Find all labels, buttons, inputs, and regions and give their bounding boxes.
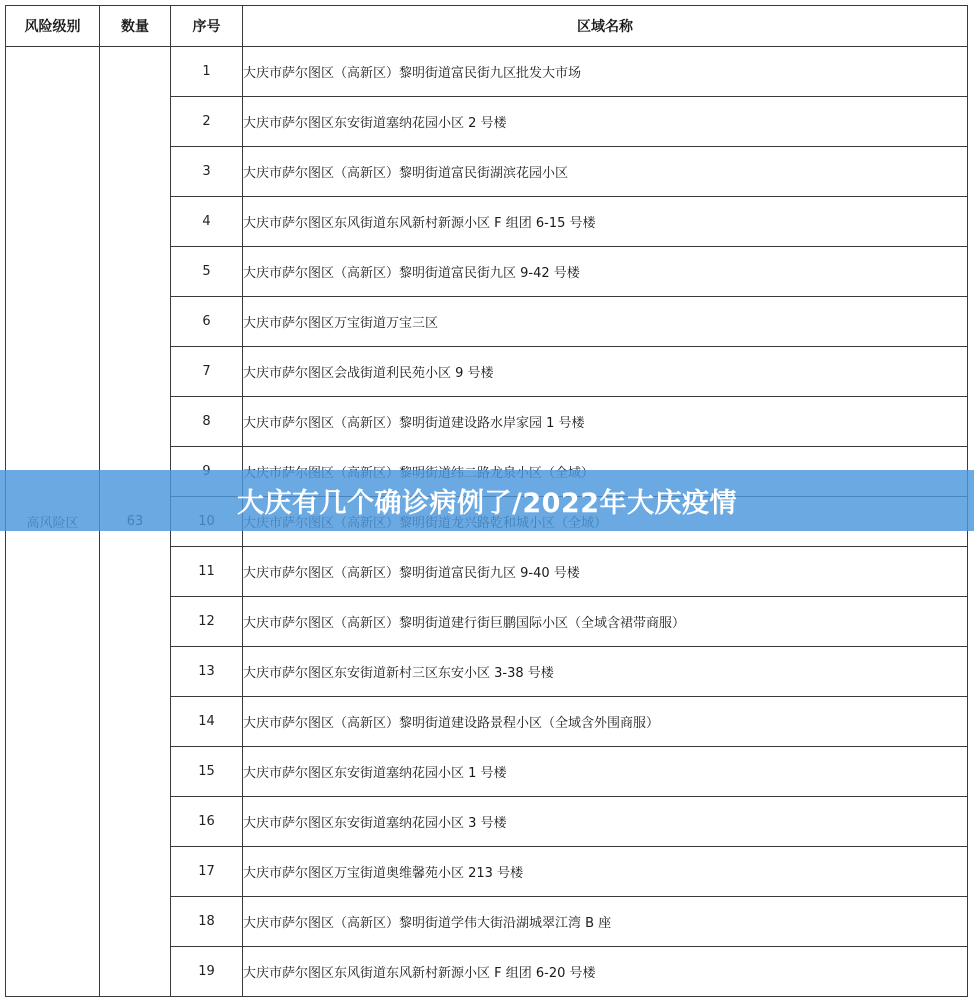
area-name-cell: 大庆市萨尔图区（高新区）黎明街道学伟大街沿湖城翠江湾 B 座 bbox=[243, 897, 968, 947]
seq-cell: 11 bbox=[171, 547, 243, 597]
header-count: 数量 bbox=[100, 6, 171, 47]
area-name-cell: 大庆市萨尔图区（高新区）黎明街道富民街湖滨花园小区 bbox=[243, 147, 968, 197]
seq-cell: 17 bbox=[171, 847, 243, 897]
table-row bbox=[6, 47, 968, 97]
area-name-cell: 大庆市萨尔图区（高新区）黎明街道建行街巨鹏国际小区（全域含裙带商服） bbox=[243, 597, 968, 647]
area-name-cell: 大庆市萨尔图区东风街道东风新村新源小区 F 组团 6-20 号楼 bbox=[243, 947, 968, 997]
area-name-cell: 大庆市萨尔图区（高新区）黎明街道富民街九区 9-40 号楼 bbox=[243, 547, 968, 597]
seq-cell: 12 bbox=[171, 597, 243, 647]
area-name-cell: 大庆市萨尔图区东安街道塞纳花园小区 1 号楼 bbox=[243, 747, 968, 797]
seq-cell: 14 bbox=[171, 697, 243, 747]
seq-cell: 19 bbox=[171, 947, 243, 997]
seq-cell: 13 bbox=[171, 647, 243, 697]
seq-cell: 1 bbox=[171, 47, 243, 97]
area-name-cell: 大庆市萨尔图区（高新区）黎明街道建设路水岸家园 1 号楼 bbox=[243, 397, 968, 447]
area-name-cell: 大庆市萨尔图区东风街道东风新村新源小区 F 组团 6-15 号楼 bbox=[243, 197, 968, 247]
area-name-cell: 大庆市萨尔图区东安街道塞纳花园小区 2 号楼 bbox=[243, 97, 968, 147]
seq-cell: 4 bbox=[171, 197, 243, 247]
area-name-cell: 大庆市萨尔图区（高新区）黎明街道富民街九区批发大市场 bbox=[243, 47, 968, 97]
seq-cell: 16 bbox=[171, 797, 243, 847]
area-name-cell: 大庆市萨尔图区会战街道利民苑小区 9 号楼 bbox=[243, 347, 968, 397]
header-area-name: 区域名称 bbox=[243, 6, 968, 47]
area-name-cell: 大庆市萨尔图区万宝街道奥维馨苑小区 213 号楼 bbox=[243, 847, 968, 897]
area-name-cell: 大庆市萨尔图区万宝街道万宝三区 bbox=[243, 297, 968, 347]
seq-cell: 5 bbox=[171, 247, 243, 297]
banner-title: 大庆有几个确诊病例了/2022年大庆疫情 bbox=[236, 488, 737, 519]
seq-cell: 7 bbox=[171, 347, 243, 397]
header-risk-level: 风险级别 bbox=[6, 6, 100, 47]
table-header-row bbox=[6, 6, 968, 47]
title-banner bbox=[0, 470, 974, 531]
header-seq: 序号 bbox=[171, 6, 243, 47]
seq-cell: 18 bbox=[171, 897, 243, 947]
seq-cell: 15 bbox=[171, 747, 243, 797]
seq-cell: 8 bbox=[171, 397, 243, 447]
seq-cell: 2 bbox=[171, 97, 243, 147]
area-name-cell: 大庆市萨尔图区（高新区）黎明街道富民街九区 9-42 号楼 bbox=[243, 247, 968, 297]
area-name-cell: 大庆市萨尔图区（高新区）黎明街道建设路景程小区（全域含外围商服） bbox=[243, 697, 968, 747]
area-name-cell: 大庆市萨尔图区东安街道新村三区东安小区 3-38 号楼 bbox=[243, 647, 968, 697]
area-name-cell: 大庆市萨尔图区东安街道塞纳花园小区 3 号楼 bbox=[243, 797, 968, 847]
seq-cell: 6 bbox=[171, 297, 243, 347]
seq-cell: 3 bbox=[171, 147, 243, 197]
